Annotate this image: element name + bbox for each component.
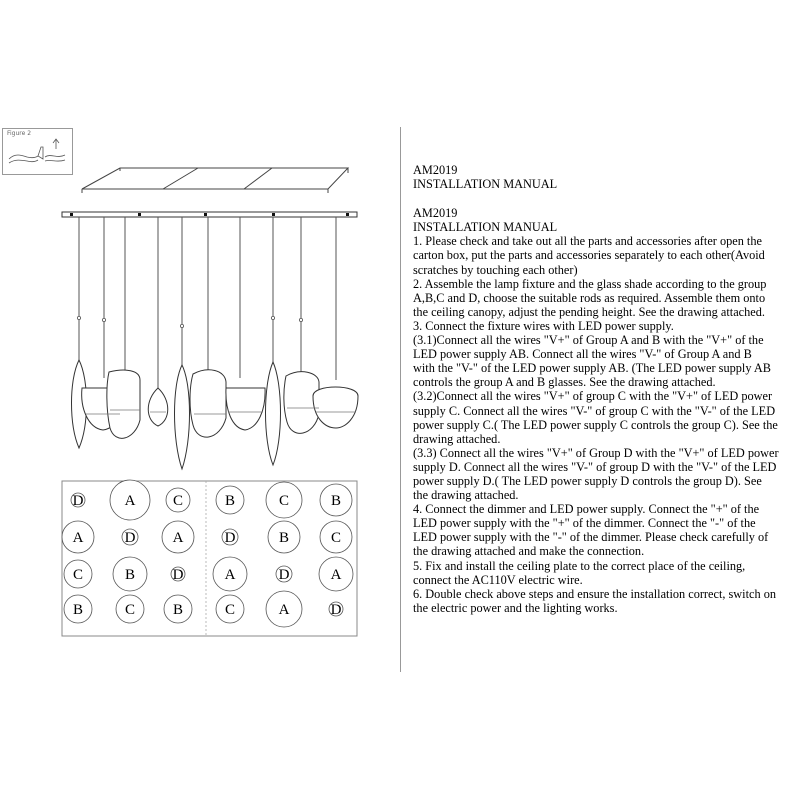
figure-label: Figure 2 bbox=[7, 130, 32, 137]
group-letter: C bbox=[72, 567, 84, 583]
group-letter: B bbox=[172, 602, 184, 618]
manual-line: the electric power and the lighting works. bbox=[413, 600, 618, 615]
figure-2-inset bbox=[2, 128, 73, 175]
manual-line: supply C. Connect all the wires "V-" of group C with the "V-" of the LED bbox=[413, 403, 776, 418]
group-letter: C bbox=[172, 493, 184, 509]
manual-line: 2. Assemble the lamp fixture and the glass shade according to the group bbox=[413, 276, 767, 291]
manual-line: 5. Fix and install the ceiling plate to the correct place of the ceiling, bbox=[413, 558, 746, 573]
manual-line: AM2019 bbox=[413, 206, 458, 221]
manual-title: INSTALLATION MANUAL bbox=[413, 177, 558, 192]
group-letter: D bbox=[72, 493, 84, 509]
group-letter: B bbox=[124, 567, 136, 583]
manual-line: LED power supply with the "-" of the dimmer. Please check carefully of bbox=[413, 530, 769, 545]
group-letter: B bbox=[330, 493, 342, 509]
group-letter: D bbox=[124, 530, 136, 546]
manual-line: controls the group A and B glasses. See the drawing attached. bbox=[413, 375, 716, 390]
group-letter: C bbox=[278, 493, 290, 509]
manual-line: connect the AC110V electric wire. bbox=[413, 572, 583, 587]
group-letter: A bbox=[224, 567, 236, 583]
glass-shades bbox=[72, 360, 359, 469]
group-letter: D bbox=[172, 567, 184, 583]
manual-line: with the "V-" of the LED power supply AB. (The LED power supply AB bbox=[413, 361, 771, 376]
group-legend-box bbox=[62, 481, 357, 636]
group-letter: D bbox=[330, 602, 342, 618]
group-letter: A bbox=[330, 567, 342, 583]
installation-manual bbox=[413, 163, 788, 615]
manual-line: drawing attached. bbox=[413, 431, 501, 446]
group-letter: B bbox=[72, 602, 84, 618]
manual-line: (3.1)Connect all the wires "V+" of Group A and B with the "V+" of the bbox=[413, 333, 764, 348]
manual-body bbox=[413, 206, 788, 615]
manual-title-code: AM2019 bbox=[413, 163, 458, 177]
group-letter: B bbox=[278, 530, 290, 546]
ceiling-canopy-frame bbox=[82, 168, 348, 193]
manual-line: the drawing attached. bbox=[413, 488, 519, 503]
manual-line: A,B,C and D, choose the suitable rods as required. Assemble them onto bbox=[413, 290, 766, 305]
manual-line: LED power supply with the "+" of the dimmer. Connect the "-" of the bbox=[413, 516, 756, 531]
group-letter: C bbox=[124, 602, 136, 618]
group-letter: C bbox=[224, 602, 236, 618]
group-letter: A bbox=[124, 493, 136, 509]
page-divider bbox=[400, 127, 401, 672]
manual-line: the drawing attached and make the connection. bbox=[413, 544, 645, 559]
group-letter: A bbox=[72, 530, 84, 546]
manual-line: 1. Please check and take out all the parts and accessories after open the bbox=[413, 234, 762, 249]
rod-connectors bbox=[77, 316, 302, 327]
manual-line: 3. Connect the fixture wires with LED power supply. bbox=[413, 318, 674, 333]
manual-line: scratches by touching each other) bbox=[413, 262, 578, 277]
manual-line: power supply C.( The LED power supply C controls the group C). See the bbox=[413, 417, 778, 432]
group-letter: C bbox=[330, 530, 342, 546]
manual-line: the ceiling canopy, adjust the pending height. See the drawing attached. bbox=[413, 304, 765, 319]
group-letter: A bbox=[278, 602, 290, 618]
manual-line: 6. Double check above steps and ensure the installation correct, switch on bbox=[413, 586, 776, 601]
ceiling-plate bbox=[62, 212, 357, 217]
manual-line: supply D. Connect all the wires "V-" of group D with the "V-" of the LED bbox=[413, 459, 777, 474]
manual-line: (3.3) Connect all the wires "V+" of Group D with the "V+" of LED power bbox=[413, 445, 779, 460]
group-letter: B bbox=[224, 493, 236, 509]
manual-line: INSTALLATION MANUAL bbox=[413, 220, 558, 235]
manual-line: 4. Connect the dimmer and LED power supply. Connect the "+" of the bbox=[413, 502, 760, 517]
manual-line: power supply D.( The LED power supply D controls the group D). See bbox=[413, 473, 762, 488]
manual-line: (3.2)Connect all the wires "V+" of group C with the "V+" of LED power bbox=[413, 389, 773, 404]
group-letter: D bbox=[278, 567, 290, 583]
manual-line: carton box, put the parts and accessories separately to each other(Avoid bbox=[413, 248, 765, 263]
group-letter: A bbox=[172, 530, 184, 546]
manual-line: LED power supply AB. Connect all the wires "V-" of Group A and B bbox=[413, 347, 752, 362]
group-letter: D bbox=[224, 530, 236, 546]
